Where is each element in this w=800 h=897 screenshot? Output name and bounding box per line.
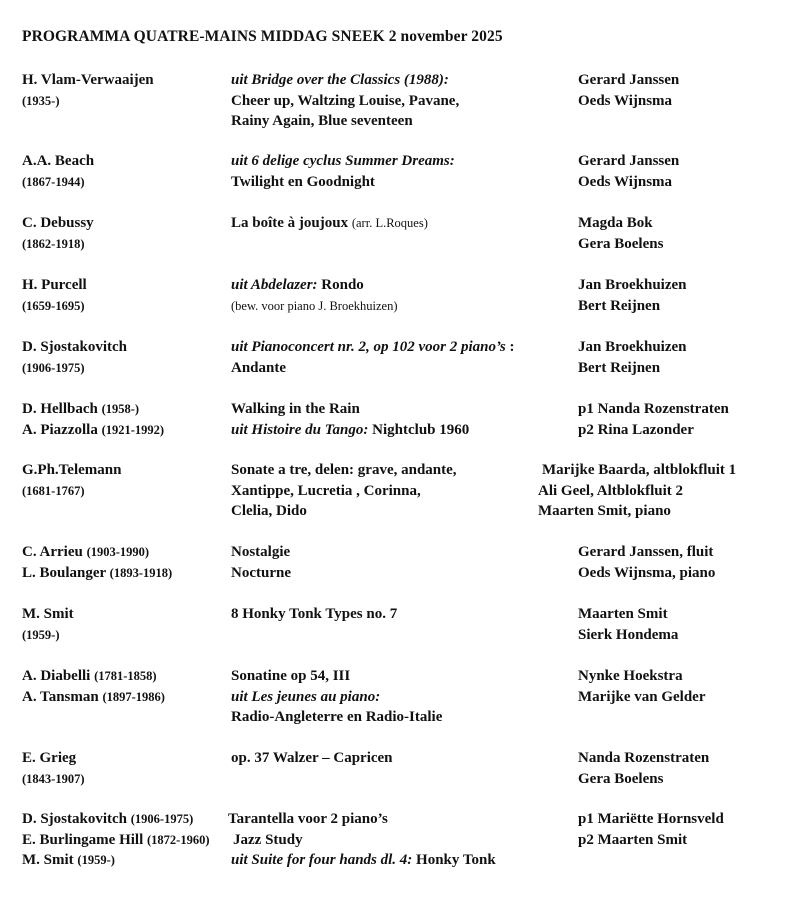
piece-title: La boîte à joujoux	[231, 215, 349, 231]
piece-line	[231, 337, 591, 358]
performer-column	[578, 399, 800, 440]
piece-source: uit 6 delige cyclus Summer Dreams:	[231, 153, 455, 169]
composer-line	[22, 563, 232, 584]
performer: p2 Maarten Smit	[578, 831, 688, 848]
piece-title: 8 Honky Tonk Types no. 7	[231, 606, 398, 622]
composer-line	[22, 420, 232, 441]
composer-line	[22, 542, 232, 563]
piece-column	[231, 666, 591, 728]
piece-source: uit Pianoconcert nr. 2, op 102 voor 2 piano’s	[231, 339, 506, 355]
piece-title: Xantippe, Lucretia , Corinna,	[231, 482, 421, 499]
composer-column	[22, 213, 232, 254]
performer-column	[578, 748, 800, 789]
piece-column	[231, 275, 591, 316]
performer: Maarten Smit, piano	[538, 503, 671, 519]
composer-name: G.Ph.Telemann	[22, 462, 122, 478]
piece-title: Clelia, Dido	[231, 503, 307, 519]
composer-column	[22, 460, 232, 501]
composer-column	[22, 151, 232, 192]
composer-dates: (1935-)	[22, 93, 60, 108]
piece-title: Rainy Again, Blue seventeen	[231, 113, 413, 129]
program-title: PROGRAMMA QUATRE-MAINS MIDDAG SNEEK 2 november 2025	[22, 28, 503, 45]
composer-dates: (1862-1918)	[22, 236, 85, 251]
performer: Magda Bok	[578, 215, 653, 231]
performer: Ali Geel, Altblokfluit 2	[538, 482, 684, 499]
composer-dates: (1781-1858)	[94, 669, 157, 683]
composer-dates: (1959-)	[77, 853, 115, 867]
composer-dates: (1893-1918)	[109, 565, 173, 580]
composer-name: D. Sjostakovitch	[22, 339, 128, 355]
performer: p2 Rina Lazonder	[578, 421, 694, 438]
performer-column	[578, 542, 800, 583]
piece-title: Nocturne	[231, 564, 291, 581]
performer-column	[578, 337, 800, 378]
performer: Gera Boelens	[578, 235, 664, 252]
performer-column	[538, 460, 760, 522]
performer: Oeds Wijnsma	[578, 92, 673, 109]
composer-dates: (1921-1992)	[101, 422, 165, 437]
performer: Jan Broekhuizen	[578, 339, 687, 355]
composer-name: A.A. Beach	[22, 153, 95, 169]
composer-name: D. Hellbach	[22, 401, 98, 417]
piece-line	[231, 420, 591, 441]
performer: Marijke van Gelder	[578, 688, 706, 705]
piece-column	[231, 399, 591, 440]
composer-name: E. Grieg	[22, 750, 77, 766]
performer-column	[578, 151, 800, 192]
composer-name: M. Smit	[22, 852, 74, 868]
piece-column	[231, 151, 591, 192]
piece-title: Rondo	[321, 277, 364, 293]
composer-dates: (1867-1944)	[22, 174, 85, 189]
composer-dates: (1872-1960)	[147, 832, 210, 847]
performer-column	[578, 213, 800, 254]
piece-title: Nostalgie	[231, 544, 291, 560]
piece-title: Andante	[231, 359, 287, 376]
piece-title: Cheer up, Waltzing Louise, Pavane,	[231, 92, 460, 109]
composer-dates: (1681-1767)	[22, 483, 85, 498]
composer-dates: (1843-1907)	[22, 771, 85, 786]
composer-name: A. Diabelli	[22, 668, 91, 684]
piece-line	[231, 275, 591, 296]
piece-title: Sonate a tre, delen: grave, andante,	[231, 462, 457, 478]
performer-column	[578, 604, 800, 645]
performer: p1 Mariëtte Hornsveld	[578, 811, 724, 827]
piece-title: Honky Tonk	[416, 852, 496, 868]
piece-punctuation: :	[505, 339, 515, 355]
piece-title: Twilight en Goodnight	[231, 173, 375, 190]
piece-arrangement: (bew. voor piano J. Broekhuizen)	[231, 298, 398, 313]
composer-column	[22, 70, 232, 111]
composer-column	[22, 604, 232, 645]
composer-dates: (1897-1986)	[102, 689, 165, 704]
performer: Nanda Rozenstraten	[578, 750, 710, 766]
piece-source: uit Bridge over the Classics (1988):	[231, 72, 449, 88]
performer: Sierk Hondema	[578, 626, 679, 643]
composer-name: H. Vlam-Verwaaijen	[22, 72, 154, 88]
performer: p1 Nanda Rozenstraten	[578, 401, 729, 417]
piece-column	[231, 542, 591, 583]
performer: Nynke Hoekstra	[578, 668, 683, 684]
piece-column	[231, 337, 591, 378]
composer-dates: (1659-1695)	[22, 298, 85, 313]
composer-name: H. Purcell	[22, 277, 87, 293]
piece-title: Jazz Study	[233, 831, 303, 848]
performer-column	[578, 809, 800, 850]
composer-dates: (1959-)	[22, 627, 60, 642]
performer-column	[578, 70, 800, 111]
composer-name: M. Smit	[22, 606, 74, 622]
piece-column	[231, 213, 591, 234]
composer-column	[22, 337, 232, 378]
piece-column	[231, 460, 591, 522]
composer-name: A. Piazzolla	[22, 421, 98, 438]
composer-line	[22, 830, 232, 851]
piece-column	[228, 809, 588, 871]
composer-line	[22, 809, 232, 830]
piece-column	[231, 748, 591, 769]
piece-column	[231, 604, 591, 625]
performer: Oeds Wijnsma, piano	[578, 564, 716, 581]
piece-title: op. 37 Walzer – Capricen	[231, 750, 393, 766]
performer: Gera Boelens	[578, 770, 664, 787]
performer-column	[578, 275, 800, 316]
performer: Gerard Janssen	[578, 153, 680, 169]
performer: Marijke Baarda, altblokfluit 1	[542, 462, 737, 478]
composer-line	[22, 666, 232, 687]
piece-source: uit Abdelazer:	[231, 277, 318, 293]
performer-column	[578, 666, 800, 707]
piece-source: uit Suite for four hands dl. 4:	[231, 852, 413, 868]
piece-arrangement: (arr. L.Roques)	[351, 216, 428, 230]
performer: Oeds Wijnsma	[578, 173, 673, 190]
composer-name: E. Burlingame Hill	[22, 831, 144, 848]
piece-source: uit Les jeunes au piano:	[231, 688, 381, 705]
composer-column	[22, 666, 232, 707]
piece-title: Nightclub 1960	[372, 421, 470, 438]
piece-column	[231, 70, 591, 132]
piece-line	[228, 850, 588, 871]
composer-dates: (1958-)	[101, 402, 140, 416]
composer-name: C. Arrieu	[22, 544, 83, 560]
composer-column	[22, 542, 232, 583]
piece-title: Walking in the Rain	[231, 401, 360, 417]
performer: Gerard Janssen	[578, 72, 680, 88]
composer-column	[22, 399, 232, 440]
piece-title: Sonatine op 54, III	[231, 668, 351, 684]
composer-dates: (1906-1975)	[130, 812, 194, 826]
composer-column	[22, 275, 232, 316]
composer-dates: (1903-1990)	[86, 545, 150, 559]
composer-line	[22, 850, 232, 871]
composer-column	[22, 748, 232, 789]
performer: Bert Reijnen	[578, 359, 661, 376]
composer-line	[22, 399, 232, 420]
piece-line	[231, 213, 591, 234]
composer-name: D. Sjostakovitch	[22, 811, 128, 827]
performer: Gerard Janssen, fluit	[578, 544, 714, 560]
composer-dates: (1906-1975)	[22, 360, 85, 375]
performer: Jan Broekhuizen	[578, 277, 687, 293]
composer-column	[22, 809, 232, 871]
composer-name: A. Tansman	[22, 688, 99, 705]
performer: Maarten Smit	[578, 606, 668, 622]
performer: Bert Reijnen	[578, 297, 661, 314]
piece-source: uit Histoire du Tango:	[231, 421, 369, 438]
composer-name: C. Debussy	[22, 215, 94, 231]
composer-name: L. Boulanger	[22, 564, 106, 581]
piece-title: Tarantella voor 2 piano’s	[228, 811, 388, 827]
piece-title: Radio-Angleterre en Radio-Italie	[231, 709, 443, 725]
composer-line	[22, 687, 232, 708]
